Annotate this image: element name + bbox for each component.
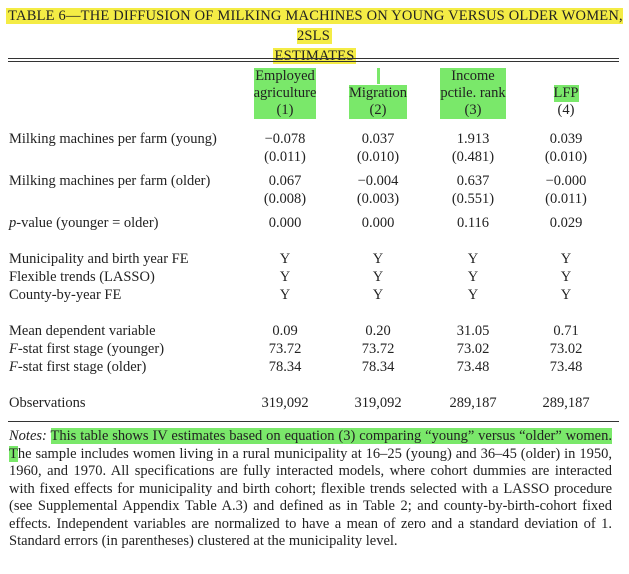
std-error: (0.551) <box>451 191 495 207</box>
row-label-fstat-younger <box>9 340 164 358</box>
fstat-italic: F <box>9 341 18 357</box>
cell: 78.34 <box>268 359 302 375</box>
fstat-younger-text: -stat first stage (younger) <box>17 341 165 357</box>
cell: 1.913 <box>456 131 490 147</box>
col-header-2-line-2: Migration <box>349 85 407 101</box>
col-header-4-num: (4) <box>557 102 575 118</box>
cell: 0.000 <box>361 215 395 231</box>
cell: −0.078 <box>264 131 306 147</box>
fstat-italic: F <box>9 359 18 375</box>
cell: 0.029 <box>549 215 583 231</box>
notes-body: he sample includes women living in a rural municipality at 16–25 (young) and 36–45 (older) in 1950, 1960, and 1970. All specifications are fully interacted models, where cohort dummies are interacted with fixed effects for municipality and birth cohort; flexible trends selected with a LASSO procedure (see Supplemental Appendix Table A.3) and defined as in Table 2; and county-by-birth-cohort fixed effects. Independent variables are normalized to have a mean of zero and a standard deviation of 1. Standard errors (in parentheses) clustered at the municipality level. <box>9 445 612 549</box>
std-error: (0.008) <box>263 191 307 207</box>
cell: 73.02 <box>549 341 583 357</box>
table-notes <box>9 428 612 551</box>
cell: 0.039 <box>549 131 583 147</box>
cell: Y <box>467 269 479 285</box>
row-label-flex-trends: Flexible trends (LASSO) <box>9 269 155 285</box>
cell: 73.48 <box>549 359 583 375</box>
cell: Y <box>372 251 384 267</box>
cell: 0.037 <box>361 131 395 147</box>
col-header-3-line-1: Income <box>451 68 495 84</box>
col-header-4 <box>521 85 611 119</box>
col-header-4-line-2: LFP <box>553 85 579 101</box>
cell: 0.71 <box>553 323 579 339</box>
cell: 0.09 <box>272 323 298 339</box>
cell: Y <box>279 287 291 303</box>
row-label-observations: Observations <box>9 395 86 411</box>
notes-prefix: Notes: <box>9 428 47 444</box>
title-line-1: TABLE 6—THE DIFFUSION OF MILKING MACHINES ON YOUNG VERSUS OLDER WOMEN, 2SLS <box>8 8 623 44</box>
row-label-mean-dep: Mean dependent variable <box>9 323 156 339</box>
cell: 319,092 <box>354 395 402 411</box>
cell: 0.000 <box>268 215 302 231</box>
std-error: (0.011) <box>264 149 306 165</box>
cell: Y <box>467 251 479 267</box>
col-header-2 <box>333 85 423 119</box>
bottom-rule <box>8 421 619 422</box>
col-header-2-num: (2) <box>369 102 387 118</box>
cell: 78.34 <box>361 359 395 375</box>
std-error: (0.003) <box>356 191 400 207</box>
cell: 0.20 <box>365 323 391 339</box>
pvalue-italic: p <box>9 215 17 231</box>
cell: 0.116 <box>456 215 490 231</box>
col-header-1-line-1: Employed <box>255 68 315 84</box>
cell: 0.067 <box>268 173 302 189</box>
col-2-highlight-mark <box>377 68 380 84</box>
row-label-muni-fe: Municipality and birth year FE <box>9 251 189 267</box>
cell: −0.000 <box>545 173 587 189</box>
row-label-young: Milking machines per farm (young) <box>9 131 217 147</box>
cell: Y <box>467 287 479 303</box>
cell: 289,187 <box>542 395 590 411</box>
cell: Y <box>279 251 291 267</box>
cell: 73.72 <box>268 341 302 357</box>
cell: Y <box>560 287 572 303</box>
cell: Y <box>372 269 384 285</box>
cell: 31.05 <box>456 323 490 339</box>
row-label-pvalue <box>9 214 159 232</box>
col-header-1-num: (1) <box>276 102 294 118</box>
row-label-county-fe: County-by-year FE <box>9 287 122 303</box>
cell: Y <box>560 269 572 285</box>
std-error: (0.011) <box>545 191 587 207</box>
cell: 289,187 <box>449 395 497 411</box>
cell: 73.48 <box>456 359 490 375</box>
std-error: (0.481) <box>451 149 495 165</box>
std-error: (0.010) <box>544 149 588 165</box>
col-header-3-line-2: pctile. rank <box>440 85 506 101</box>
cell: Y <box>372 287 384 303</box>
col-header-3-num: (3) <box>464 102 482 118</box>
top-rule <box>8 58 619 59</box>
cell: 319,092 <box>261 395 309 411</box>
table-title <box>0 6 629 66</box>
cell: Y <box>560 251 572 267</box>
title-line-2: ESTIMATES <box>274 48 355 64</box>
cell: Y <box>279 269 291 285</box>
notes-highlighted: This table shows IV estimates based on equation (3) comparing “young” versus “older” women. T <box>9 428 612 462</box>
top-rule-second <box>8 61 619 62</box>
cell: 73.72 <box>361 341 395 357</box>
col-header-1-line-2: agriculture <box>253 85 317 101</box>
cell: −0.004 <box>357 173 399 189</box>
row-label-older: Milking machines per farm (older) <box>9 173 211 189</box>
cell: 73.02 <box>456 341 490 357</box>
cell: 0.637 <box>456 173 490 189</box>
fstat-older-text: -stat first stage (older) <box>17 359 147 375</box>
row-label-fstat-older <box>9 358 146 376</box>
col-header-3 <box>428 68 518 119</box>
std-error: (0.010) <box>356 149 400 165</box>
col-header-1 <box>240 68 330 119</box>
pvalue-label-text: -value (younger = older) <box>16 215 159 231</box>
